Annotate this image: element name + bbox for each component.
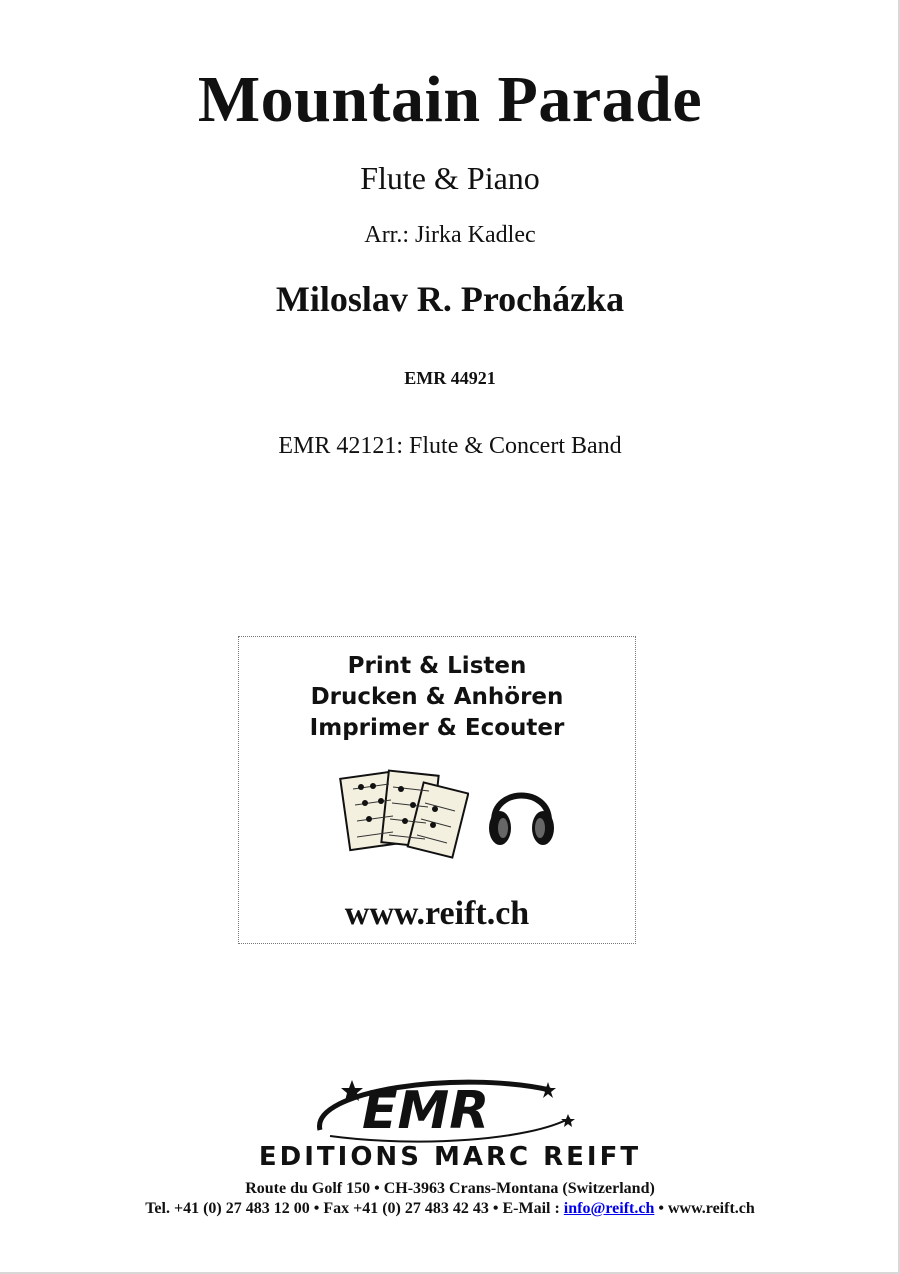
promo-line-french: Imprimer & Ecouter	[309, 715, 565, 741]
promo-line-english: Print & Listen	[347, 653, 527, 679]
emr-logo	[300, 1070, 600, 1150]
publisher-address: Route du Golf 150 • CH-3963 Crans-Montana (Switzerland)	[245, 1180, 655, 1197]
composer: Miloslav R. Procházka	[275, 279, 625, 319]
catalog-number: EMR 44921	[404, 368, 496, 388]
contact-phone-fax: Tel. +41 (0) 27 483 12 00 • Fax +41 (0) 27 483 42 43 • E-Mail :	[145, 1200, 564, 1217]
print-listen-box	[238, 636, 636, 944]
arranger: Arr.: Jirka Kadlec	[364, 222, 536, 248]
email-link[interactable]: info@reift.ch	[563, 1200, 655, 1217]
sheet-music-icon	[339, 765, 469, 865]
publisher-contact	[0, 1200, 900, 1218]
instrumentation: Flute & Piano	[360, 160, 540, 196]
promo-line-german: Drucken & Anhören	[310, 684, 564, 710]
alternative-edition: EMR 42121: Flute & Concert Band	[278, 433, 622, 459]
logo-text: EMR	[362, 1081, 490, 1141]
publisher-name: EDITIONS MARC REIFT	[258, 1142, 642, 1172]
page-title: Mountain Parade	[197, 63, 703, 136]
promo-url[interactable]: www.reift.ch	[344, 895, 530, 932]
contact-website: • www.reift.ch	[654, 1200, 755, 1217]
headphones-icon	[484, 773, 559, 853]
